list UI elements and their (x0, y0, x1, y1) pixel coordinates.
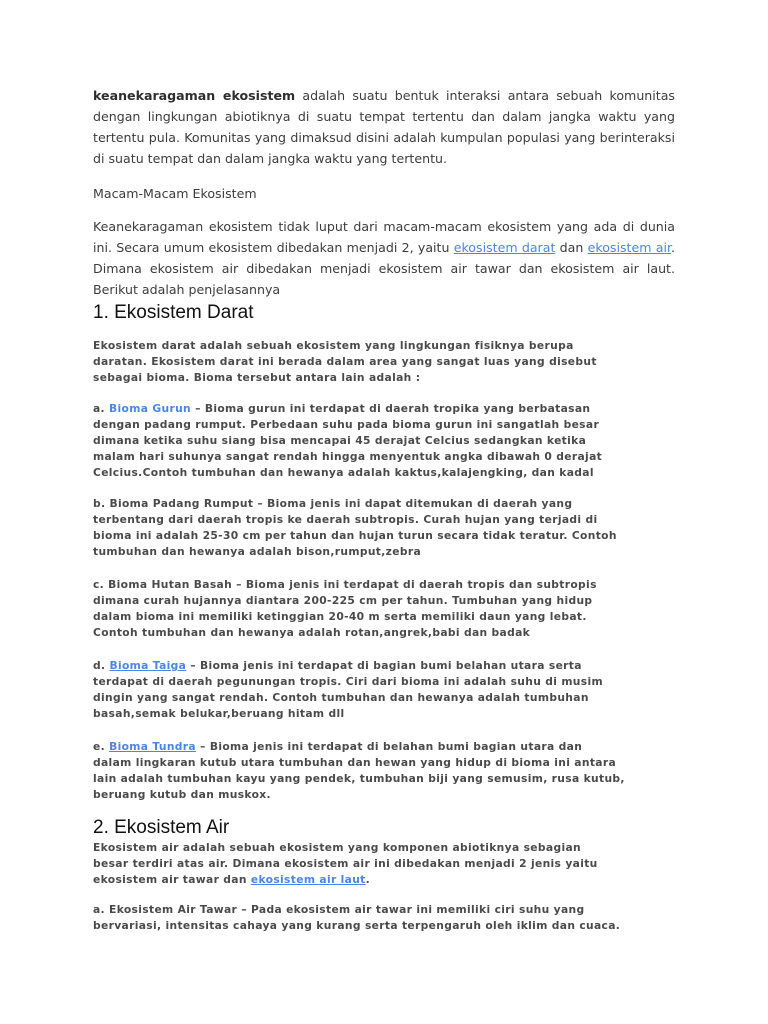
bioma-gurun-line-rest: – Bioma gurun ini terdapat di daerah tropika yang berbatasan (191, 402, 591, 415)
bioma-hutan-basah-line: dimana curah hujannya diantara 200-225 cm per tahun. Tumbuhan yang hidup (93, 594, 593, 607)
bioma-padang-rumput-line: b. Bioma Padang Rumput – Bioma jenis ini dapat ditemukan di daerah yang (93, 497, 573, 510)
bioma-tundra-paragraph (93, 739, 683, 803)
bioma-gurun-line: Celcius.Contoh tumbuhan dan hewanya adalah kaktus,kalajengking, dan kadal (93, 466, 594, 479)
section-1-intro-line: Ekosistem darat adalah sebuah ekosistem yang lingkungan fisiknya berupa (93, 339, 574, 352)
types-text-c: . Dimana ekosistem air dibedakan menjadi ekosistem air tawar dan ekosistem air laut. Berikut adalah penjelasannya (93, 240, 676, 297)
bioma-tundra-link[interactable]: Bioma Tundra (109, 740, 196, 753)
ekosistem-darat-link[interactable]: ekosistem darat (453, 240, 556, 255)
bioma-padang-rumput-line: terbentang dari daerah tropis ke daerah subtropis. Curah hujan yang terjadi di (93, 513, 598, 526)
list-prefix: d. (93, 659, 110, 672)
bioma-padang-rumput-line: bioma ini adalah 25-30 cm per tahun dan hujan turun secara tidak teratur. Contoh (93, 529, 617, 542)
intro-text: adalah suatu bentuk interaksi antara sebuah komunitas dengan lingkungan abiotiknya di suatu tempat tertentu dan dalam jangka waktu yang tertentu pula. Komunitas yang dimaksud disini adalah kumpulan populasi yang berinteraksi di suatu tempat dan dalam jangka waktu yang tertentu. (93, 88, 675, 166)
section-1-intro (93, 338, 683, 386)
bioma-tundra-line: lain adalah tumbuhan kayu yang pendek, tumbuhan biji yang semusim, rusa kutub, (93, 772, 625, 785)
macam-heading: Macam-Macam Ekosistem (93, 186, 257, 201)
section-2-title: 2. Ekosistem Air (93, 817, 230, 838)
bioma-taiga-line: dingin yang sangat rendah. Contoh tumbuhan dan hewanya adalah tumbuhan (93, 691, 589, 704)
bioma-taiga-line-rest: – Bioma jenis ini terdapat di bagian bumi belahan utara serta (186, 659, 582, 672)
section-2-intro (93, 840, 683, 888)
ekosistem-air-tawar-line: a. Ekosistem Air Tawar – Pada ekosistem air tawar ini memiliki ciri suhu yang (93, 903, 585, 916)
bioma-hutan-basah-paragraph (93, 577, 683, 641)
intro-bold-term: keanekaragaman ekosistem (93, 88, 296, 103)
ekosistem-air-tawar-line: bervariasi, intensitas cahaya yang kurang serta terpengaruh oleh iklim dan cuaca. (93, 919, 621, 932)
bioma-taiga-line: basah,semak belukar,beruang hitam dll (93, 707, 345, 720)
section-1-title: 1. Ekosistem Darat (93, 302, 254, 323)
bioma-hutan-basah-line: Contoh tumbuhan dan hewanya adalah rotan,angrek,babi dan badak (93, 626, 531, 639)
bioma-gurun-line: dengan padang rumput. Perbedaan suhu pada bioma gurun ini sangatlah besar (93, 418, 600, 431)
bioma-taiga-link[interactable]: Bioma Taiga (109, 659, 187, 672)
section-2-line3-suffix: . (365, 873, 371, 886)
list-prefix: e. (93, 740, 110, 753)
types-text-b: dan (555, 240, 588, 255)
ekosistem-air-link[interactable]: ekosistem air (587, 240, 671, 255)
bioma-taiga-paragraph (93, 658, 683, 722)
types-paragraph (93, 216, 675, 300)
bioma-gurun-line: malam hari suhunya sangat rendah hingga menyentuk angka dibawah 0 derajat (93, 450, 603, 463)
bioma-gurun-paragraph (93, 401, 683, 481)
ekosistem-air-laut-link[interactable]: ekosistem air laut (250, 873, 366, 886)
bioma-taiga-first-line (93, 658, 683, 674)
bioma-tundra-line-rest: – Bioma jenis ini terdapat di belahan bumi bagian utara dan (195, 740, 583, 753)
bioma-tundra-line: beruang kutub dan muskox. (93, 788, 271, 801)
list-prefix: a. (93, 402, 110, 415)
bioma-gurun-line: dimana ketika suhu siang bisa mencapai 45 derajat Celcius sedangkan ketika (93, 434, 587, 447)
bioma-taiga-line: terdapat di daerah pegunungan tropis. Ciri dari bioma ini adalah suhu di musim (93, 675, 603, 688)
bioma-tundra-line: dalam lingkaran kutub utara tumbuhan dan hewan yang hidup di bioma ini antara (93, 756, 617, 769)
bioma-gurun-link[interactable]: Bioma Gurun (109, 402, 191, 415)
bioma-padang-rumput-line: tumbuhan dan hewanya adalah bison,rumput,zebra (93, 545, 422, 558)
section-2-intro-line-with-link (93, 872, 683, 888)
bioma-padang-rumput-paragraph (93, 496, 683, 560)
section-2-intro-line: Ekosistem air adalah sebuah ekosistem yang komponen abiotiknya sebagian (93, 841, 581, 854)
types-text-a: Keanekaragaman ekosistem tidak luput dari macam-macam ekosistem yang ada di dunia ini. Secara umum ekosistem dibedakan menjadi 2, yaitu (93, 219, 675, 255)
bioma-hutan-basah-line: dalam bioma ini memiliki ketinggian 20-40 m serta memiliki daun yang lebat. (93, 610, 587, 623)
section-2-intro-line: besar terdiri atas air. Dimana ekosistem air ini dibedakan menjadi 2 jenis yaitu (93, 857, 598, 870)
intro-paragraph (93, 85, 675, 169)
bioma-gurun-first-line (93, 401, 683, 417)
bioma-hutan-basah-line: c. Bioma Hutan Basah – Bioma jenis ini terdapat di daerah tropis dan subtropis (93, 578, 597, 591)
section-2-line3-prefix: ekosistem air tawar dan (93, 873, 251, 886)
ekosistem-air-tawar-paragraph (93, 902, 683, 934)
section-1-intro-line: sebagai bioma. Bioma tersebut antara lain adalah : (93, 371, 421, 384)
section-1-intro-line: daratan. Ekosistem darat ini berada dalam area yang sangat luas yang disebut (93, 355, 597, 368)
bioma-tundra-first-line (93, 739, 683, 755)
